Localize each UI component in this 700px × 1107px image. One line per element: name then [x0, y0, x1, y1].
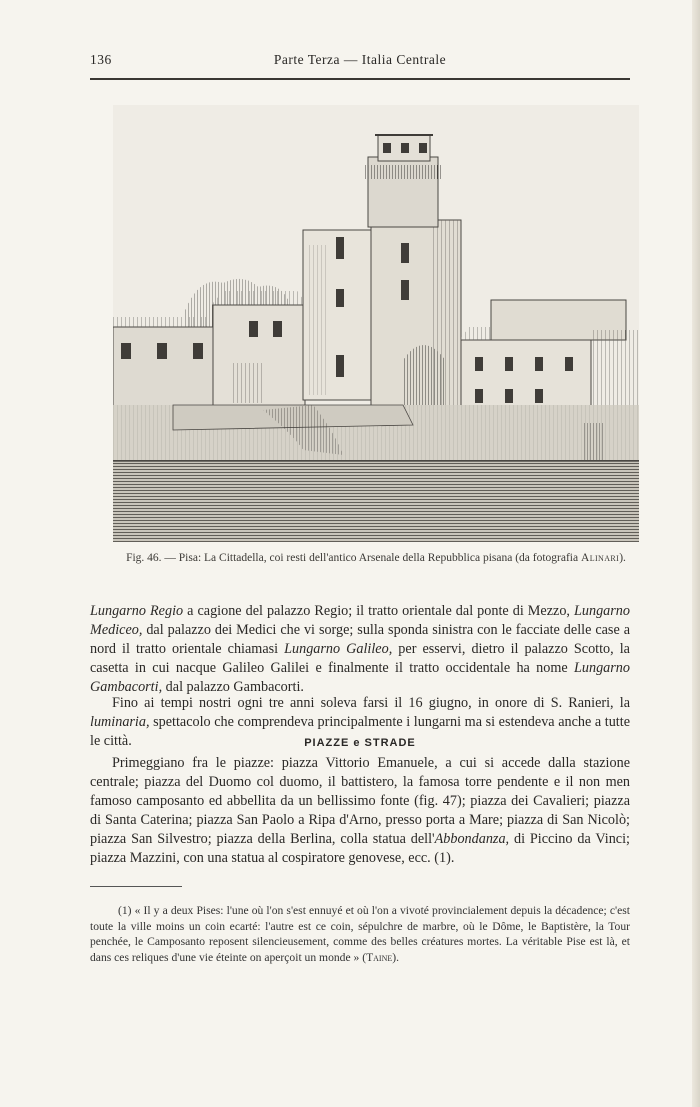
footnote-rule — [90, 886, 182, 887]
footnote — [90, 903, 630, 965]
italic-term: Abbondanza, — [434, 831, 510, 847]
page-edge — [692, 0, 700, 1107]
italic-term: Lungarno Gambacorti, — [90, 660, 630, 695]
engraving-cittadella — [113, 105, 639, 542]
body-text: dal palazzo dei Medici che vi sorge; sulla sponda sinistra con le facciate delle case a nord il tratto orientale chiamasi — [90, 622, 630, 657]
paragraph-lungarni — [90, 602, 630, 697]
body-text: Primeggiano fra le piazze: piazza Vittorio Emanuele, a cui si accede dalla stazione centrale; piazza del Duomo col duomo, il battistero, la famosa torre pendente e il non men famoso camposanto ed abbellita da un bellissimo fonte (fig. 47); piazza dei Cavalieri; piazza di Santa Caterina; piazza San Paolo a Ripa d'Arno, presso porta a Mare; piazza di San Nicolò; piazza San Silvestro; piazza della Berlina, colla statua dell' — [90, 755, 630, 847]
section-heading: PIAZZE e STRADE — [304, 737, 416, 749]
body-text: dal palazzo Gambacorti. — [162, 679, 304, 695]
footnote-end: ). — [392, 950, 400, 964]
body-text: di Piccino da Vinci; piazza Mazzini, con una statua al cospiratore genovese, ecc. (1). — [90, 831, 630, 866]
caption-text: Fig. 46. — Pisa: La Cittadella, coi resti dell'antico Arsenale della Repubblica pisana (da fotografia — [126, 552, 581, 564]
italic-term: luminaria, — [90, 714, 150, 730]
body-text: per esservi, dietro il palazzo Scotto, la casetta in cui nacque Galileo Galilei e finalmente il tratto occidentale ha nome — [90, 641, 630, 676]
page-number: 136 — [90, 52, 112, 67]
figure-caption — [110, 551, 642, 565]
caption-end: ). — [619, 552, 626, 564]
footnote-author: Taine — [366, 950, 393, 964]
body-text: a cagione del palazzo Regio; il tratto orientale dal ponte di Mezzo, — [183, 603, 574, 619]
header-rule — [90, 78, 630, 80]
running-title: Parte Terza — Italia Centrale — [273, 52, 447, 67]
italic-term: Lungarno Regio — [90, 603, 184, 619]
caption-credit: Alinari — [580, 552, 620, 564]
footnote-text: (1) « Il y a deux Pises: l'une où l'on s'est ennuyé et où l'on a vivoté provincialement depuis la décadence; c'est toute la ville moins un coin ecarté: l'autre est ce coin, sépulchre de marbre, où le Dôme, le Baptistère, la Tour penchée, le Camposanto reposent silencieusement, comme des belles créatures mortes. La véritable Pise est là, et dans ces reliques d'une vie éteinte on aperçoit un monde » ( — [90, 904, 630, 964]
italic-term: Lungarno Galileo, — [284, 641, 393, 657]
body-text: spettacolo che comprendeva principalmente i lungarni ma si estendeva anche a tutte le città. — [90, 714, 630, 749]
body-text: Fino ai tempi nostri ogni tre anni soleva farsi il 16 giugno, in onore di S. Ranieri, la — [112, 695, 630, 711]
italic-term: Lungarno Mediceo, — [90, 603, 630, 638]
running-head — [90, 50, 630, 72]
paragraph-piazze — [90, 754, 630, 868]
